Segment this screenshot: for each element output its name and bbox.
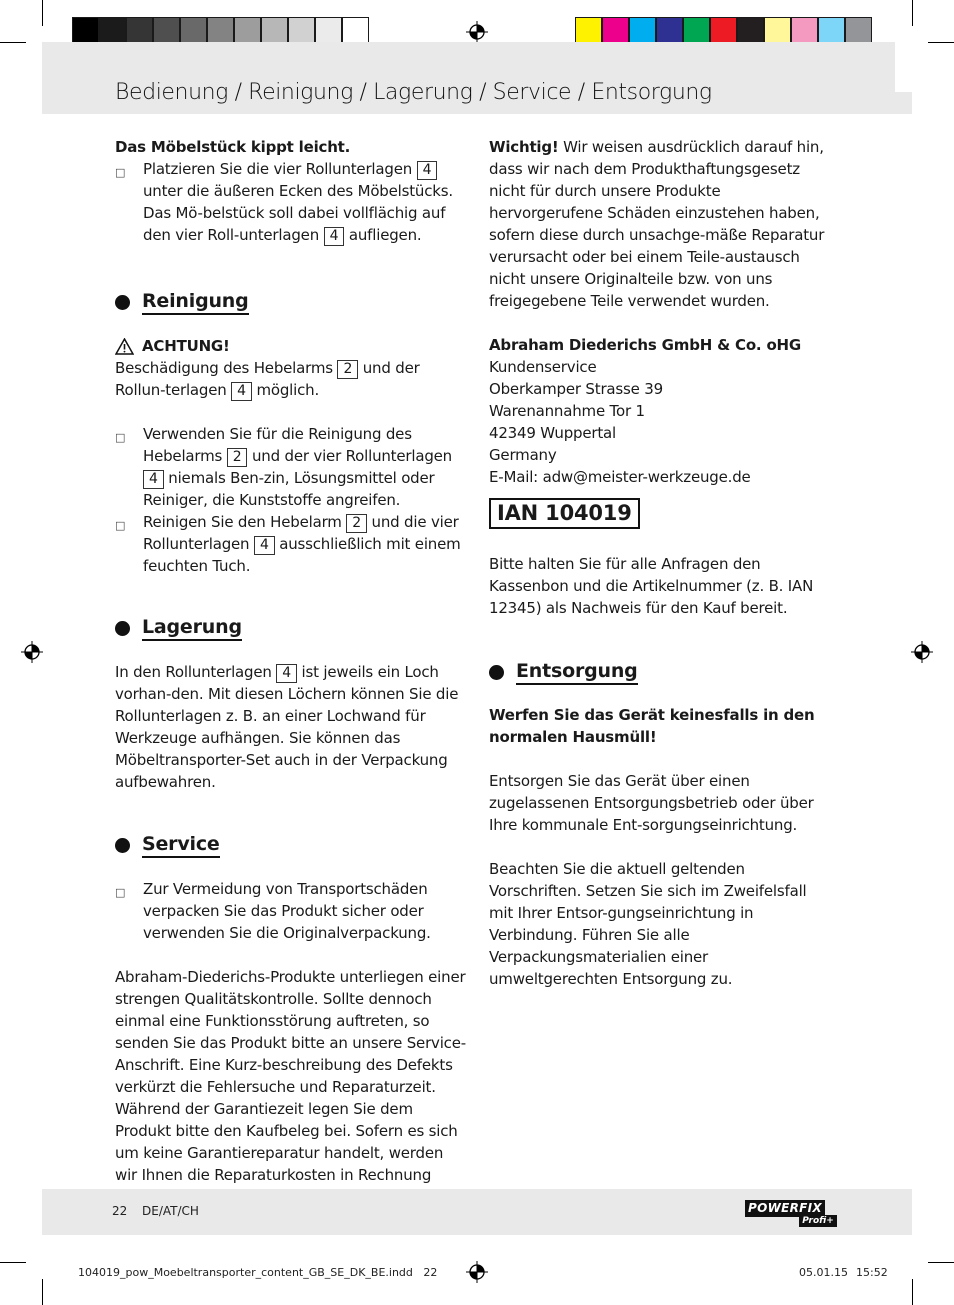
bullet-square-icon: □ (115, 166, 126, 179)
address-line: 42349 Wuppertal (489, 424, 616, 442)
lagerung-text: In den Rollunterlagen 4 ist jeweils ein Loch vorhan-den. Mit diesen Löchern können Sie die Rollunterlagen z. B. an einer Lochwand für Werkzeuge aufhängen. Sie können das Möbeltransporter-Set auch in der Verpackung aufbewahren. (115, 663, 459, 791)
section-reinigung-heading: Reinigung (115, 289, 467, 315)
warning-text: Beschädigung des Hebelarms 2 und der Rollun-terlagen 4 möglich. (115, 359, 420, 399)
list-item: □ Verwenden Sie für die Reinigung des Hebelarms 2 und der vier Rollunterlagen 4 niemals Ben-zin, Lösungsmittel oder Reiniger, die Kunststoffe angreifen. (115, 425, 452, 509)
section-bullet-icon (115, 838, 130, 853)
crop-mark (42, 0, 43, 26)
section-bullet-icon (489, 665, 504, 680)
important-notice: Wichtig! Wir weisen ausdrücklich darauf hin, dass wir nach dem Produkthaftungsgesetz nicht für durch unsere Produkte hervorgerufene Schäden einzustehen haben, sofern diese durch unsachge-mäße Reparatur verursacht oder bei einem Teile-austausch nicht unsere Originalteile bzw. von uns freigegebene Teile verwendet wurden. (489, 138, 825, 310)
part-number-badge: 2 (346, 514, 367, 533)
list-item: □ Platzieren Sie die vier Rollunterlagen 4 unter die äußeren Ecken des Möbelstücks. Das Mö-belstück soll dabei vollflächig auf den vier Roll-unterlagen 4 aufliegen. (115, 160, 453, 244)
left-column (115, 136, 467, 1208)
part-number-badge: 4 (417, 161, 438, 180)
crop-mark (0, 1262, 26, 1263)
list-item: □ Reinigen Sie den Hebelarm 2 und die vier Rollunterlagen 4 ausschließlich mit einem feuchten Tuch. (115, 513, 461, 575)
slug-file-info: 104019_pow_Moebeltransporter_content_GB_SE_DK_BE.indd 22 (78, 1266, 438, 1279)
part-number-badge: 4 (231, 382, 252, 401)
part-number-badge: 2 (227, 448, 248, 467)
slug-date: 05.01.15 (799, 1266, 848, 1279)
section-lagerung-heading: Lagerung (115, 615, 467, 641)
address-line: Oberkamper Strasse 39 (489, 380, 663, 398)
part-number-badge: 4 (324, 227, 345, 246)
logo-subline: Profi+ (799, 1215, 837, 1227)
section-entsorgung-heading: Entsorgung (489, 659, 835, 685)
registration-mark-icon (911, 641, 933, 663)
warning-triangle-icon (115, 338, 134, 355)
ian-note: Bitte halten Sie für alle Anfragen den Kassenbon und die Artikelnummer (z. B. IAN 12345) als Nachweis für den Kauf bereit. (489, 555, 814, 617)
registration-mark-icon (21, 641, 43, 663)
section-service-heading: Service (115, 832, 467, 858)
page-number: 22 (112, 1204, 128, 1218)
slug-time: 15:52 (856, 1266, 888, 1279)
powerfix-logo (745, 1200, 837, 1228)
registration-mark-icon (466, 21, 488, 43)
entsorgung-text: Entsorgen Sie das Gerät über einen zugelassenen Entsorgungsbetrieb oder über Ihre kommunale Ent-sorgungseinrichtung. (489, 772, 814, 834)
crop-mark (912, 0, 913, 26)
bullet-square-icon: □ (115, 519, 126, 532)
entsorgung-text: Beachten Sie die aktuell geltenden Vorschriften. Setzen Sie sich im Zweifelsfall mit Ihrer Entsor-gungseinrichtung in Verbindung. Führen Sie alle Verpackungsmaterialien einer umweltgerechten Entsorgung zu. (489, 860, 807, 988)
email-line: E-Mail: adw@meister-werkzeuge.de (489, 468, 751, 486)
service-text: Abraham-Diederichs-Produkte unterliegen einer strengen Qualitätskontrolle. Sollte dennoch einmal eine Funktionsstörung auftreten, so senden Sie das Produkt bitte an unsere Service-Anschrift. Eine Kurz-beschreibung des Defekts verkürzt die Fehlersuche und Reparaturzeit. Während der Garantiezeit legen Sie dem Produkt bitte den Kaufbeleg bei. Sofern es sich um keine Garantiereparatur handelt, werden wir Ihnen die Reparaturkosten in Rechnung (115, 968, 466, 1184)
header-notch (895, 42, 912, 92)
part-number-badge: 4 (254, 536, 275, 555)
part-number-badge: 4 (143, 470, 164, 489)
crop-mark (928, 1262, 954, 1263)
logo-wordmark: POWERFIX (745, 1200, 825, 1217)
crop-mark (42, 1279, 43, 1305)
list-item: □ Zur Vermeidung von Transportschäden verpacken Sie das Produkt sicher oder verwenden Sie die Originalverpackung. (115, 880, 431, 942)
region-label: DE/AT/CH (142, 1204, 199, 1218)
page-title: Bedienung / Reinigung / Lagerung / Service / Entsorgung (115, 80, 712, 105)
part-number-badge: 4 (276, 664, 297, 683)
entsorgung-warning: Werfen Sie das Gerät keinesfalls in den normalen Hausmüll! (489, 706, 815, 746)
right-column (489, 136, 835, 990)
bullet-square-icon: □ (115, 431, 126, 444)
address-line: Germany (489, 446, 557, 464)
address-line: Kundenservice (489, 358, 597, 376)
part-number-badge: 2 (337, 360, 358, 379)
registration-mark-icon (466, 1261, 488, 1283)
ian-badge: IAN 104019 (489, 498, 640, 529)
section-bullet-icon (115, 295, 130, 310)
bullet-square-icon: □ (115, 886, 126, 899)
section-bullet-icon (115, 621, 130, 636)
warning-label: ACHTUNG! (115, 335, 467, 357)
crop-mark (0, 42, 26, 43)
intro-heading: Das Möbelstück kippt leicht. (115, 138, 351, 156)
address-line: Warenannahme Tor 1 (489, 402, 645, 420)
crop-mark (912, 1279, 913, 1305)
crop-mark (928, 42, 954, 43)
company-name: Abraham Diederichs GmbH & Co. oHG (489, 336, 802, 354)
